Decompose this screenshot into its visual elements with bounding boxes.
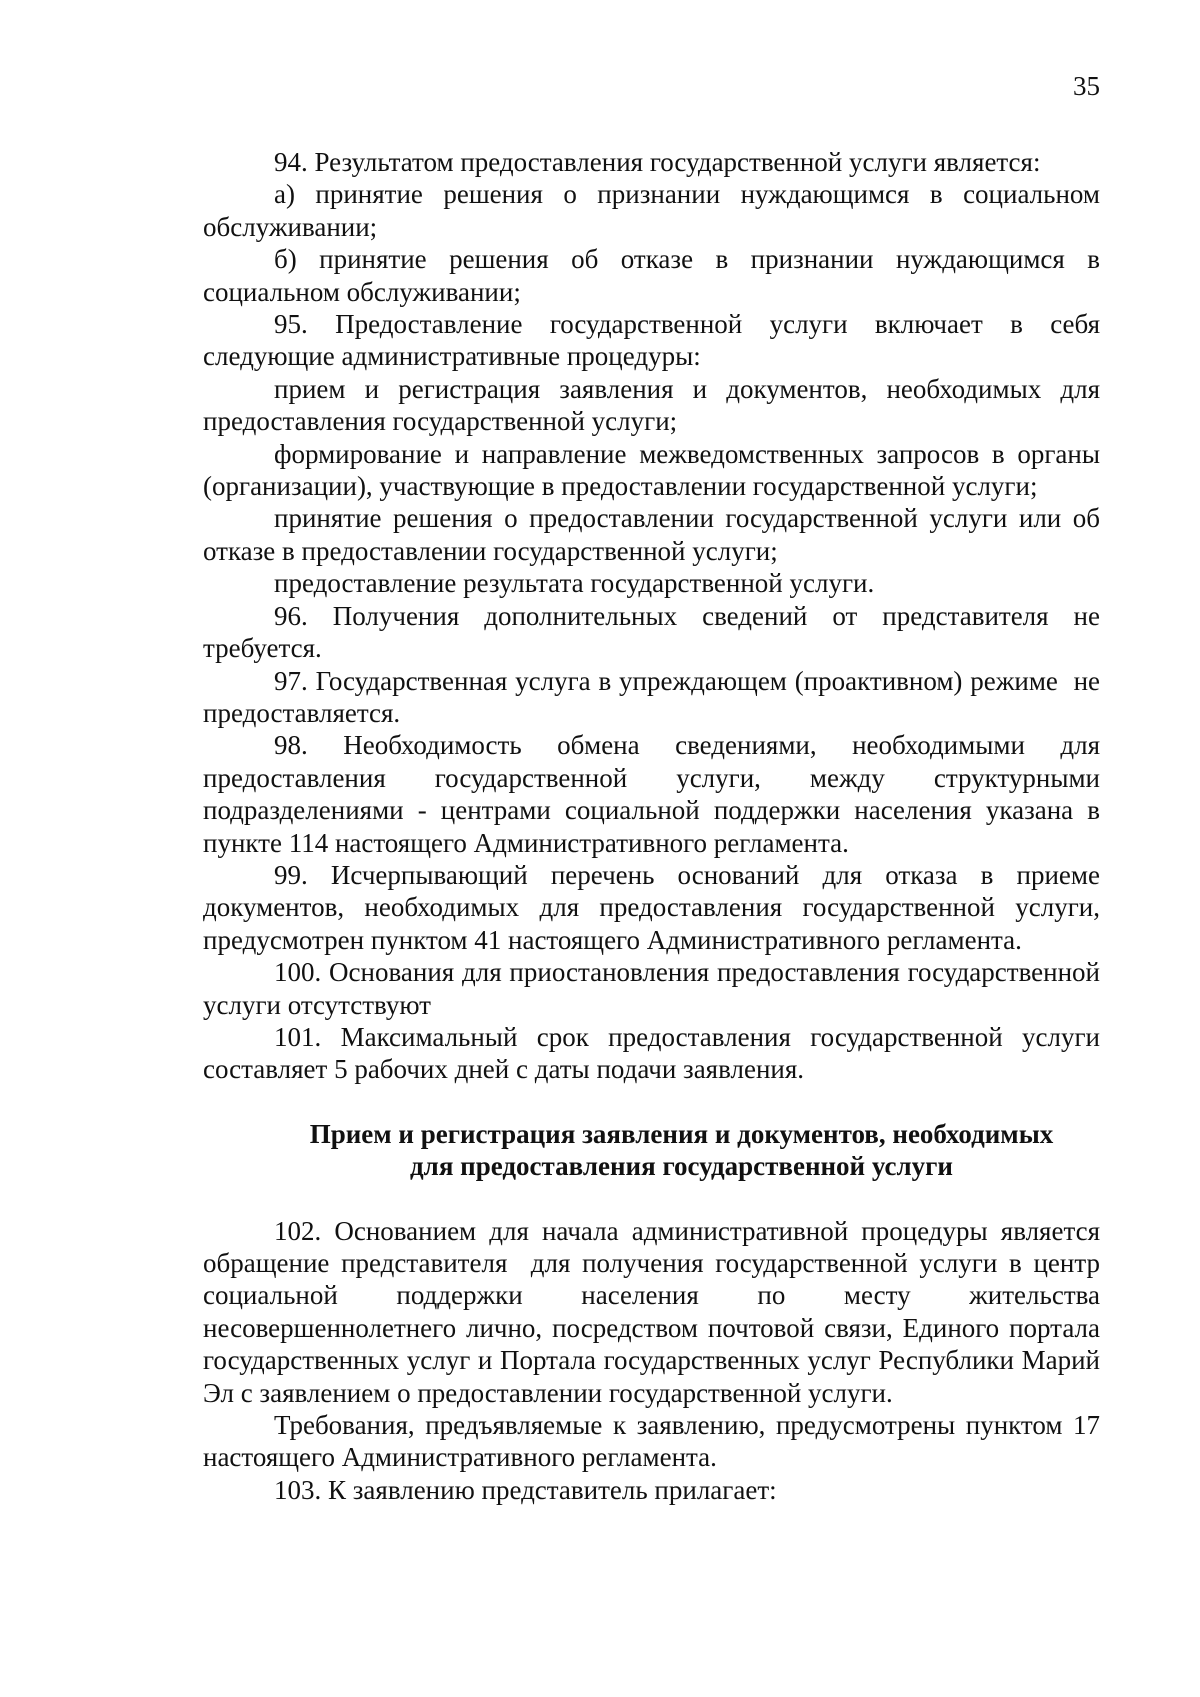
section-heading-line-1: Прием и регистрация заявления и документов, необходимых bbox=[309, 1118, 1054, 1149]
paragraph-94-b: б) принятие решения об отказе в признании нуждающимся в социальном обслуживании; bbox=[203, 244, 1107, 307]
document-body bbox=[203, 146, 1107, 1506]
paragraph-98: 98. Необходимость обмена сведениями, необходимыми для предоставления государственной услуги, между структурными подразделениями - центрами социальной поддержки населения указана в пункте 114 настоящего Административного регламента. bbox=[203, 730, 1107, 858]
paragraph-95-item-3: принятие решения о предоставлении государственной услуги или об отказе в предоставлении государственной услуги; bbox=[203, 503, 1107, 566]
paragraph-100: 100. Основания для приостановления предоставления государственной услуги отсутствуют bbox=[203, 957, 1107, 1020]
paragraph-102: 102. Основанием для начала административной процедуры является обращение представителя для получения государственной услуги в центр социальной поддержки населения по месту жительства несовершеннолетнего лично, посредством почтовой связи, Единого портала государственных услуг и Портала государственных услуг Республики Марий Эл с заявлением о предоставлении государственной услуги. bbox=[203, 1215, 1107, 1408]
section-heading-line-2: для предоставления государственной услуги bbox=[410, 1151, 953, 1182]
paragraph-95-item-1: прием и регистрация заявления и документов, необходимых для предоставления государственной услуги; bbox=[203, 373, 1107, 437]
page-number: 35 bbox=[1073, 71, 1100, 101]
paragraph-94: 94. Результатом предоставления государственной услуги является: bbox=[274, 147, 1041, 177]
paragraph-94-a: а) принятие решения о признании нуждающимся в социальном обслуживании; bbox=[203, 179, 1107, 242]
paragraph-96: 96. Получения дополнительных сведений от представителя не требуется. bbox=[203, 600, 1107, 664]
paragraph-99: 99. Исчерпывающий перечень оснований для отказа в приеме документов, необходимых для предоставления государственной услуги, предусмотрен пунктом 41 настоящего Административного регламента. bbox=[203, 859, 1107, 955]
section-heading bbox=[203, 1118, 1100, 1183]
paragraph-101: 101. Максимальный срок предоставления государственной услуги составляет 5 рабочих дней с даты подачи заявления. bbox=[203, 1021, 1107, 1085]
paragraph-95-item-4: предоставление результата государственной услуги. bbox=[274, 568, 875, 599]
paragraph-95: 95. Предоставление государственной услуги включает в себя следующие административные процедуры: bbox=[203, 309, 1107, 372]
paragraph-102-requirements: Требования, предъявляемые к заявлению, предусмотрены пунктом 17 настоящего Административного регламента. bbox=[203, 1410, 1107, 1473]
paragraph-103: 103. К заявлению представитель прилагает: bbox=[274, 1474, 777, 1505]
paragraph-97: 97. Государственная услуга в упреждающем (проактивном) режиме не предоставляется. bbox=[203, 665, 1107, 728]
paragraph-95-item-2: формирование и направление межведомственных запросов в органы (организации), участвующие в предоставлении государственной услуги; bbox=[203, 438, 1107, 502]
